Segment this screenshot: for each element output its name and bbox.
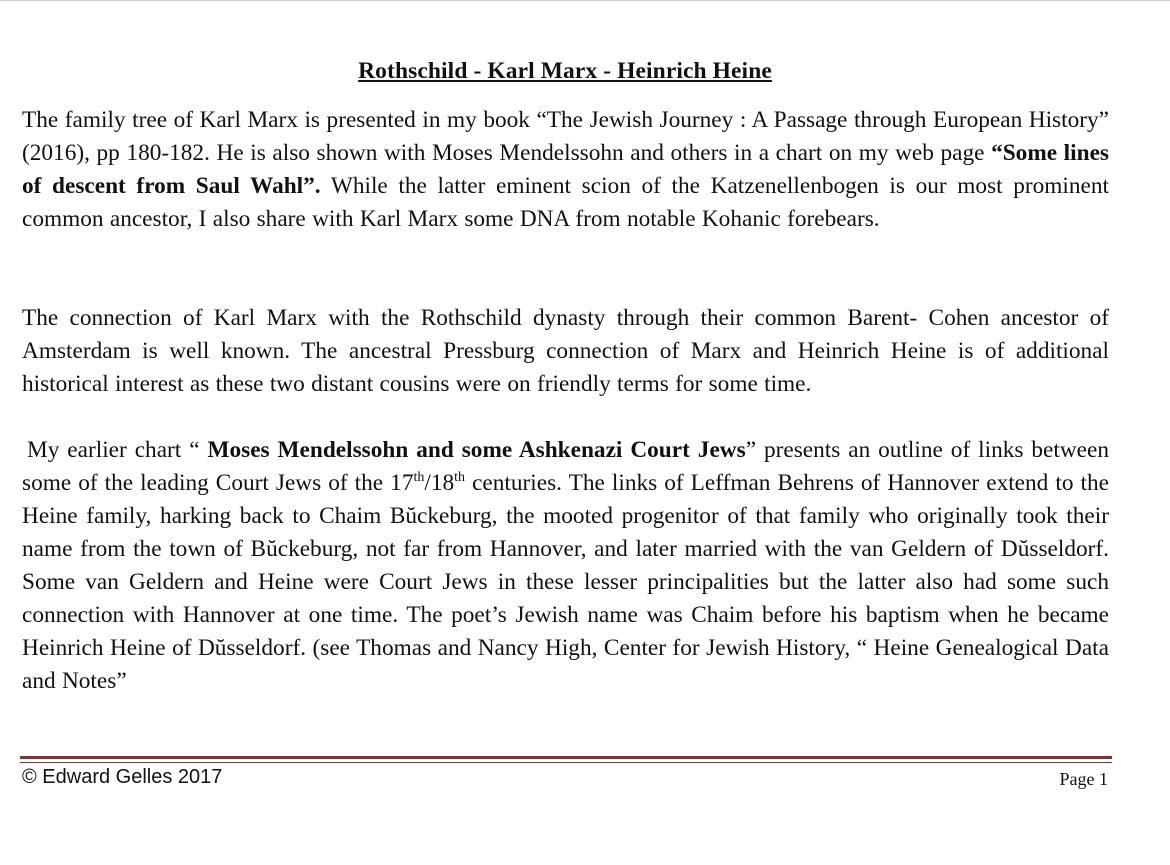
paragraph-3	[22, 434, 1109, 698]
paragraph-3-text-a: My earlier chart “	[27, 437, 200, 463]
footer-copyright: © Edward Gelles 2017	[22, 766, 223, 788]
footer-divider-thick	[20, 756, 1112, 759]
paragraph-3-text-b: ” presents an outline of links between some of the leading Court Jews of the 17	[22, 437, 1110, 496]
footer-divider-thin	[20, 762, 1112, 763]
paragraph-1-text-a: The family tree of Karl Marx is presented in my book “The Jewish Journey : A Passage through European History” (2016), pp 180-182. He is also shown with Moses Mendelssohn and others in a chart on my web page	[22, 107, 1109, 166]
paragraph-1-bold-title: “Some lines of descent from Saul Wahl”.	[22, 140, 1109, 199]
paragraph-3-text-c: /18	[424, 470, 455, 496]
paragraph-3-text-d: centuries. The links of Leffman Behrens of Hannover extend to the Heine family, harking back to Chaim Bŭckeburg, the mooted progenitor of that family who originally took their name from the town of Bŭckeburg, not far from Hannover, and later married with the van Geldern of Dŭsseldorf. Some van Geldern and Heine were Court Jews in these lesser principalities but the latter also had some such connection with Hannover at one time. The poet’s Jewish name was Chaim before his baptism when he became Heinrich Heine of Dŭsseldorf. (see Thomas and Nancy High, Center for Jewish History, “ Heine Genealogical Data and Notes”	[22, 470, 1109, 694]
footer-page-number: Page 1	[1059, 769, 1108, 789]
top-border-line	[0, 0, 1170, 1]
superscript-th-2: th	[454, 470, 466, 485]
paragraph-1	[22, 104, 1109, 236]
paragraph-2: The connection of Karl Marx with the Rothschild dynasty through their common Barent- Cohen ancestor of Amsterdam is well known. The ancestral Pressburg connection of Marx and Heinrich Heine is of additional historical interest as these two distant cousins were on friendly terms for some time.	[22, 305, 1109, 397]
document-title: Rothschild - Karl Marx - Heinrich Heine	[358, 58, 772, 84]
paragraph-1-text-b: While the latter eminent scion of the Katzenellenbogen is our most prominent common ancestor, I also share with Karl Marx some DNA from notable Kohanic forebears.	[22, 173, 1109, 232]
paragraph-3-bold-chart-title: Moses Mendelssohn and some Ashkenazi Court Jews	[199, 437, 746, 463]
superscript-th-1: th	[413, 470, 425, 485]
